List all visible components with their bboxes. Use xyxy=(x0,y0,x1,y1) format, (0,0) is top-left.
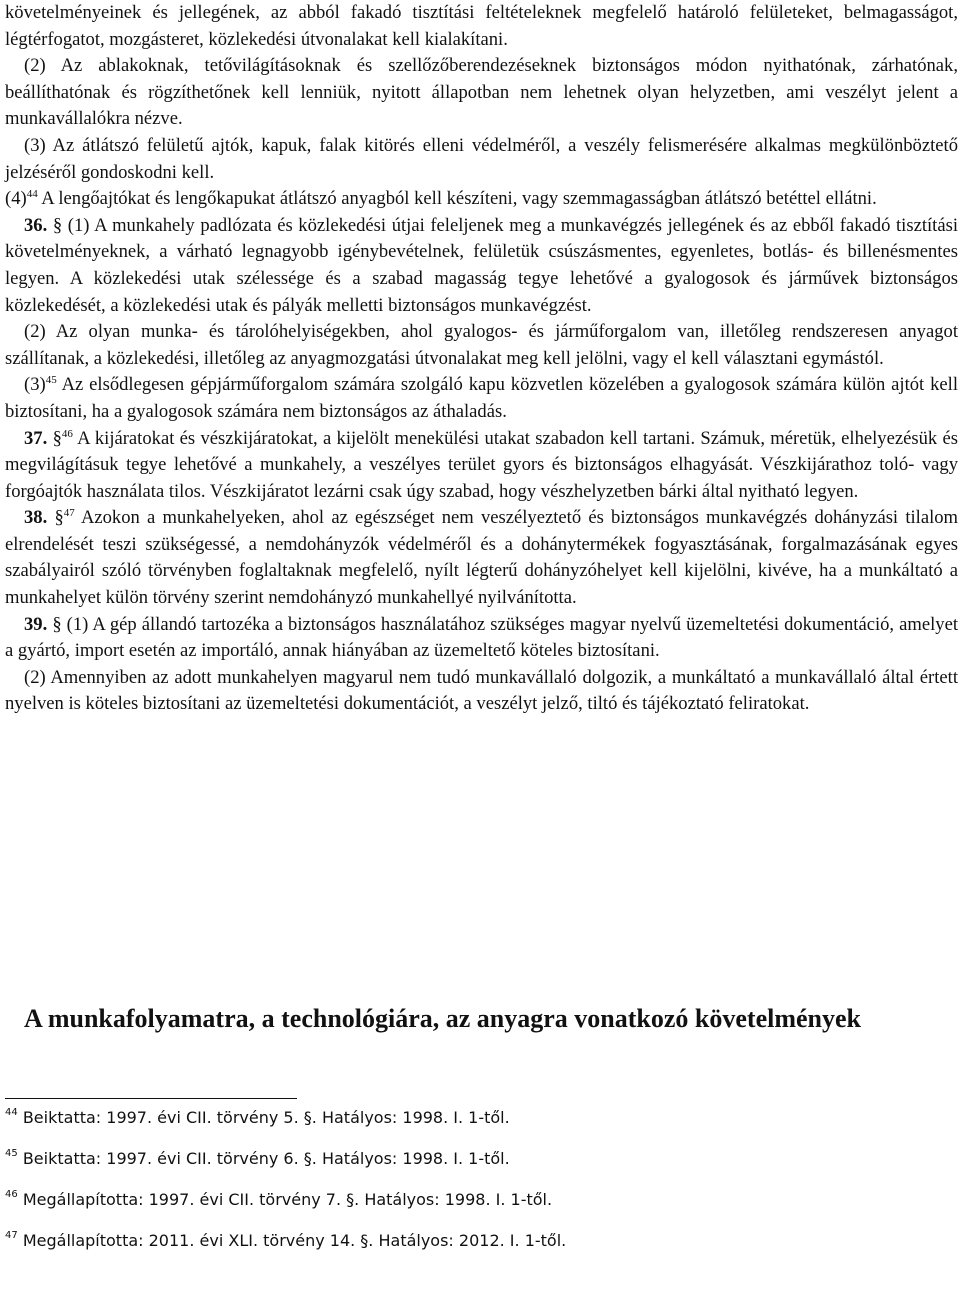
footnotes xyxy=(5,1108,905,1251)
footnote-ref-47[interactable]: 47 xyxy=(63,507,75,520)
footnote-mark: 47 xyxy=(5,1230,18,1241)
section-number: 36. xyxy=(24,214,48,236)
footnote-47: $^{47}$ Megállapította: 2011. évi XLI. törvény 14. §. Hatályos: 2012. I. 1-től. xyxy=(5,1230,567,1250)
section-number: 39. xyxy=(24,613,48,635)
footnote-44: $^{44}$ Beiktatta: 1997. évi CII. törvény 5. §. Hatályos: 1998. I. 1-től. xyxy=(5,1107,510,1127)
paragraph-continuation: követelményeinek és jellegének, az abból fakadó tisztítási feltételeknek megfelelő határoló felületeket, belmagasságot, légtérfogatot, mozgásteret, közlekedési útvonalakat kell kialakítani. xyxy=(5,2,958,50)
section-36-paragraph-1: 36. § (1) A munkahely padlózata és közlekedési útjai feleljenek meg a munkavégzés jellegének és az ebből fakadó tisztítási követelményeknek, a várható legnagyobb igénybevételnek, felületük csúszásmentes, egyenletes, botlás- és billenésmentes legyen. A közlekedési utak szélessége és a szabad magasság tegye lehetővé a gyalogosok és járművek biztonságos közlekedését, a közlekedési utak és pályák melletti biztonságos munkavégzést. xyxy=(5,214,958,316)
footnote-ref-44[interactable]: 44 xyxy=(26,188,38,201)
paragraph-35-4: $(4)^{44}$ A lengőajtókat és lengőkapukat átlátszó anyagból kell készíteni, vagy szemmagasságban átlátszó betéttel ellátni. xyxy=(5,188,877,210)
section-36-paragraph-3: $(3)^{45}$ Az elsődlegesen gépjárműforgalom számára szolgáló kapu közvetlen közelében a gyalogosok számára külön ajtót kell biztosítani, ha a gyalogosok számára nem biztonságos az áthaladás. xyxy=(5,374,958,422)
section-number: 38. xyxy=(24,507,48,529)
paragraph-35-2: (2) Az ablakoknak, tetővilágításoknak és szellőzőberendezéseknek biztonságos módon nyithatónak, zárhatónak, beállíthatónak és rögzíthetőnek kell lenniük, nyitott állapotban nem lehetnek olyan helyzetben, ami veszélyt jelent a munkavállalókra nézve. xyxy=(5,55,958,130)
section-37: 37. §$^{46}$ A kijáratokat és vészkijáratokat, a kijelölt menekülési utakat szabadon kell tartani. Számuk, méretük, elhelyezésük és megvilágításuk tegye lehetővé a munkahely, a veszélyes terület gyors és biztonságos elhagyását. Vészkijárathoz toló- vagy forgóajtók használata tilos. Vészkijáratot lezárni csak úgy szabad, hogy vészhelyzetben bárki által nyitható legyen. xyxy=(5,427,958,502)
footnote-ref-46[interactable]: 46 xyxy=(61,427,73,440)
footnote-46: $^{46}$ Megállapította: 1997. évi CII. törvény 7. §. Hatályos: 1998. I. 1-től. xyxy=(5,1189,553,1209)
paragraph-35-3: (3) Az átlátszó felületű ajtók, kapuk, falak kitörés elleni védelméről, a veszély felismerésére alkalmas megkülönböztető jelzéséről gondoskodni kell. xyxy=(5,134,958,183)
footnote-mark: 44 xyxy=(5,1107,18,1118)
section-heading: A munkafolyamatra, a technológiára, az anyagra vonatkozó követelmények xyxy=(24,1004,862,1033)
section-36-paragraph-2: (2) Az olyan munka- és tárolóhelyiségekben, ahol gyalogos- és járműforgalom van, illetőleg rendszeresen anyagot szállítanak, a közlekedési, illetőleg az anyagmozgatási útvonalakat meg kell jelölni, vagy el kell választani egymástól. xyxy=(5,321,958,369)
footnote-mark: 45 xyxy=(5,1148,18,1159)
document-body xyxy=(5,0,958,718)
footnote-mark: 46 xyxy=(5,1189,18,1200)
footnote-separator xyxy=(5,1098,297,1099)
footnote-45: $^{45}$ Beiktatta: 1997. évi CII. törvény 6. §. Hatályos: 1998. I. 1-től. xyxy=(5,1148,510,1168)
section-38: 38. §$^{47}$ Azokon a munkahelyeken, ahol az egészséget nem veszélyeztető és biztonságos munkavégzés dohányzási tilalom elrendelését teszi szükségessé, a nemdohányzók védelméről és a dohánytermékek fogyasztásának, forgalmazásának egyes szabályairól szóló törvényben foglaltaknak megfelelő, nyílt légterű dohányzóhelyet kell kijelölni, kivéve, ha a munkáltató a munkahelyet külön törvény szerint nemdohányzó munkahellyé nyilvánította. xyxy=(5,507,958,609)
footnote-ref-45[interactable]: 45 xyxy=(45,374,57,387)
section-39-paragraph-1: 39. § (1) A gép állandó tartozéka a biztonságos használatához szükséges magyar nyelvű üzemeltetési dokumentáció, amelyet a gyártó, import esetén az importáló, annak hiányában az üzemeltető köteles biztosítani. xyxy=(5,613,958,662)
section-39-paragraph-2: (2) Amennyiben az adott munkahelyen magyarul nem tudó munkavállaló dolgozik, a munkáltató a munkavállaló által értett nyelven is köteles biztosítani az üzemeltetési dokumentációt, a veszélyt jelző, tiltó és tájékoztató feliratokat. xyxy=(5,666,958,715)
section-number: 37. xyxy=(24,427,48,449)
